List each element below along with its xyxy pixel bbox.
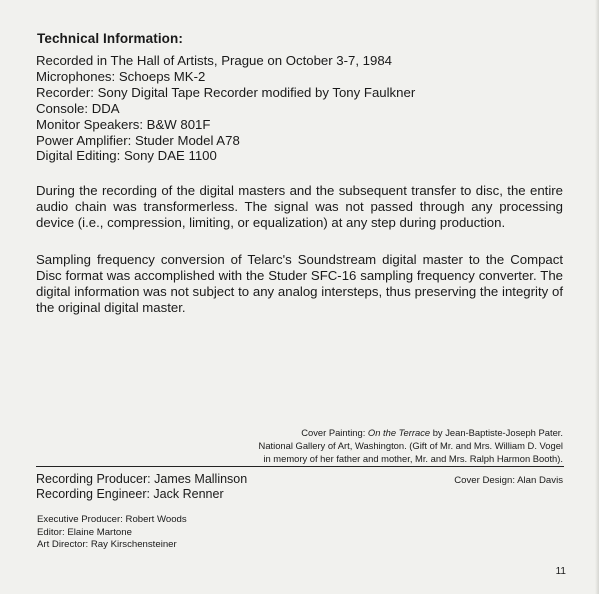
recording-location-line: Recorded in The Hall of Artists, Prague on October 3-7, 1984 bbox=[36, 53, 393, 68]
monitor-speakers-line: Monitor Speakers: B&W 801F bbox=[36, 116, 211, 132]
cover-painting-line-2: National Gallery of Art, Washington. (Gift of Mr. and Mrs. William D. Vogel bbox=[258, 440, 563, 451]
cover-painting-prefix: Cover Painting: bbox=[301, 427, 368, 438]
cover-design-credit: Cover Design: Alan Davis bbox=[454, 475, 563, 486]
art-director-credit: Art Director: Ray Kirschensteiner bbox=[37, 539, 177, 550]
cover-painting-line-1 bbox=[143, 426, 563, 439]
cover-painting-artist: by Jean-Baptiste-Joseph Pater. bbox=[430, 427, 563, 438]
cover-painting-credit bbox=[143, 426, 563, 465]
executive-producer-credit: Executive Producer: Robert Woods bbox=[37, 514, 187, 525]
digital-editing-line: Digital Editing: Sony DAE 1100 bbox=[36, 148, 217, 164]
recording-producer-credit: Recording Producer: James Mallinson bbox=[36, 472, 248, 486]
page-edge-shadow bbox=[595, 0, 599, 594]
cover-painting-title: On the Terrace bbox=[367, 427, 431, 438]
production-staff-credits bbox=[37, 514, 187, 552]
microphones-line: Microphones: Schoeps MK-2 bbox=[36, 68, 206, 84]
technical-information-heading: Technical Information: bbox=[37, 31, 183, 46]
editor-credit: Editor: Elaine Martone bbox=[37, 526, 132, 538]
page-number: 11 bbox=[555, 566, 566, 577]
recorder-line: Recorder: Sony Digital Tape Recorder modified by Tony Faulkner bbox=[36, 84, 416, 100]
power-amplifier-line: Power Amplifier: Studer Model A78 bbox=[36, 132, 240, 148]
audio-chain-paragraph: During the recording of the digital masters and the subsequent transfer to disc, the entire audio chain was transformerless. The signal was not passed through any processing device (i.e., compression, limiting, or equalization) at any step during production. bbox=[36, 183, 563, 231]
recording-credits bbox=[36, 472, 247, 502]
technical-details-list bbox=[36, 53, 566, 164]
cover-painting-line-3: in memory of her father and mother, Mr. and Mrs. Ralph Harmon Booth). bbox=[263, 453, 563, 464]
credits-divider bbox=[36, 466, 564, 467]
console-line: Console: DDA bbox=[36, 100, 120, 116]
recording-engineer-credit: Recording Engineer: Jack Renner bbox=[36, 487, 224, 501]
sampling-conversion-paragraph: Sampling frequency conversion of Telarc's Soundstream digital master to the Compact Disc format was accomplished with the Studer SFC-16 sampling frequency converter. The digital information was not subject to any analog intersteps, thus preserving the integrity of the original digital master. bbox=[36, 252, 563, 316]
